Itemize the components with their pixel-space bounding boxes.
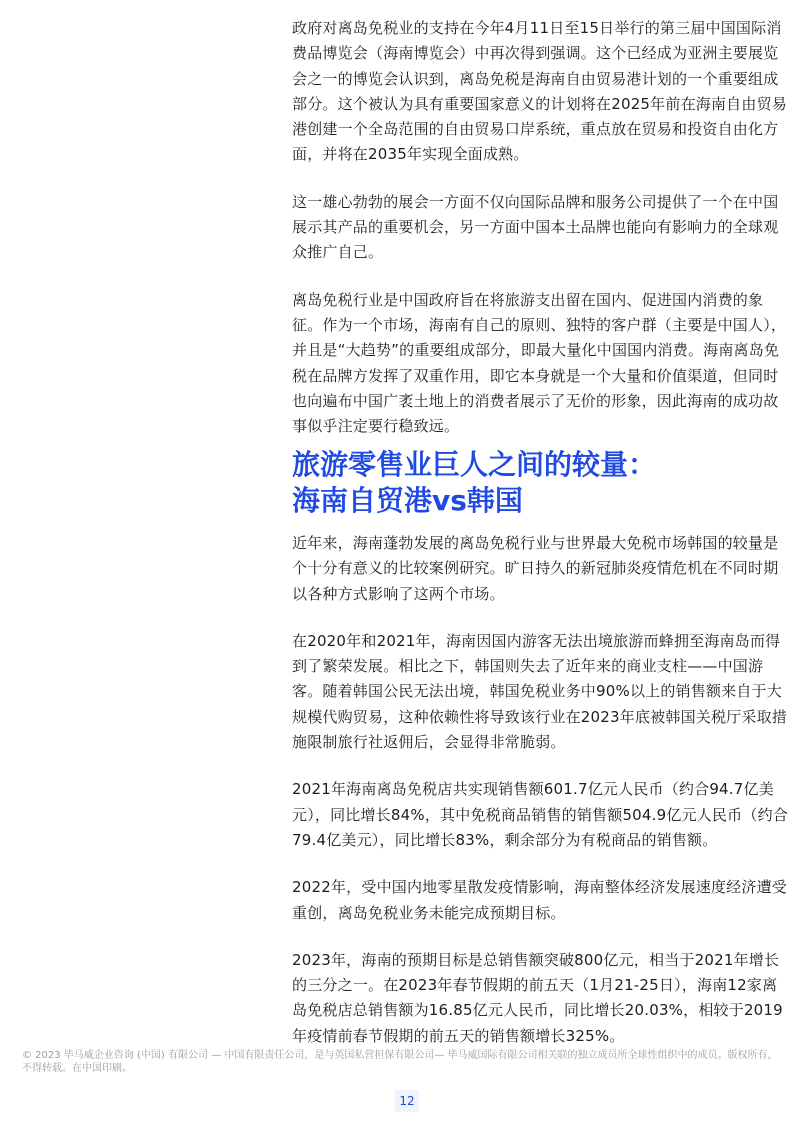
- body-paragraph: 2022年，受中国内地零星散发疫情影响，海南整体经济发展速度经济遭受重创，离岛免税业务未能完成预期目标。: [292, 878, 787, 922]
- body-paragraph: 离岛免税行业是中国政府旨在将旅游支出留在国内、促进国内消费的象征。作为一个市场，海南有自己的原则、独特的客户群（主要是中国人），并且是“大趋势”的重要组成部分，即最大量化中国国内消费。海南离岛免税在品牌方发挥了双重作用，即它本身就是一个大量和价值渠道，但同时也向遍布中国广袤土地上的消费者展示了无价的形象，因此海南的成功故事似乎注定要行稳致远。: [292, 290, 787, 436]
- body-paragraph: 2023年，海南的预期目标是总销售额突破800亿元，相当于2021年增长的三分之一。在2023年春节假期的前五天（1月21-25日），海南12家离岛免税店总销售额为16.85亿元人民币，同比增长20.03%，相较于2019年疫情前春节假期的前五天的销售额增长325%。: [292, 950, 783, 1045]
- copyright-notice: © 2023 毕马威企业咨询 (中国) 有限公司 — 中国有限责任公司，是与英国私营担保有限公司— 毕马威国际有限公司相关联的独立成员所全球性组织中的成员。版权所有，不得转载。在中国印刷。: [22, 1050, 778, 1074]
- intro-text-block: [292, 16, 792, 461]
- section-heading: [292, 447, 792, 519]
- section-heading-line-1: 旅游零售业巨人之间的较量：: [292, 448, 657, 481]
- section-heading-line-2: 海南自贸港vs韩国: [292, 484, 523, 517]
- body-paragraph: 在2020年和2021年，海南因国内游客无法出境旅游而蜂拥至海南岛而得到了繁荣发展。相比之下，韩国则失去了近年来的商业支柱——中国游客。随着韩国公民无法出境，韩国免税业务中90%以上的销售额来自于大规模代购贸易，这种依赖性将导致该行业在2023年底被韩国关税厅采取措施限制旅行社返佣后，会显得非常脆弱。: [292, 631, 787, 752]
- body-paragraph: 政府对离岛免税业的支持在今年4月11日至15日举行的第三届中国国际消费品博览会（海南博览会）中再次得到强调。这个已经成为亚洲主要展览会之一的博览会认识到，离岛免税是海南自由贸易港计划的一个重要组成部分。这个被认为具有重要国家意义的计划将在2025年前在海南自由贸易港创建一个全岛范围的自由贸易口岸系统，重点放在贸易和投资自由化方面，并将在2035年实现全面成熟。: [292, 19, 787, 164]
- body-paragraph: 这一雄心勃勃的展会一方面不仅向国际品牌和服务公司提供了一个在中国展示其产品的重要机会，另一方面中国本土品牌也能向有影响力的全球观众推广自己。: [292, 192, 779, 262]
- body-paragraph: 近年来，海南蓬勃发展的离岛免税行业与世界最大免税市场韩国的较量是个十分有意义的比较案例研究。旷日持久的新冠肺炎疫情危机在不同时期以各种方式影响了这两个市场。: [292, 534, 779, 603]
- page-number: 12: [395, 1090, 419, 1112]
- body-paragraph: 2021年海南离岛免税店共实现销售额601.7亿元人民币（约合94.7亿美元），同比增长84%，其中免税商品销售的销售额504.9亿元人民币（约合79.4亿美元），同比增长83%，剩余部分为有税商品的销售额。: [292, 780, 788, 849]
- section-text-block: [292, 531, 792, 1071]
